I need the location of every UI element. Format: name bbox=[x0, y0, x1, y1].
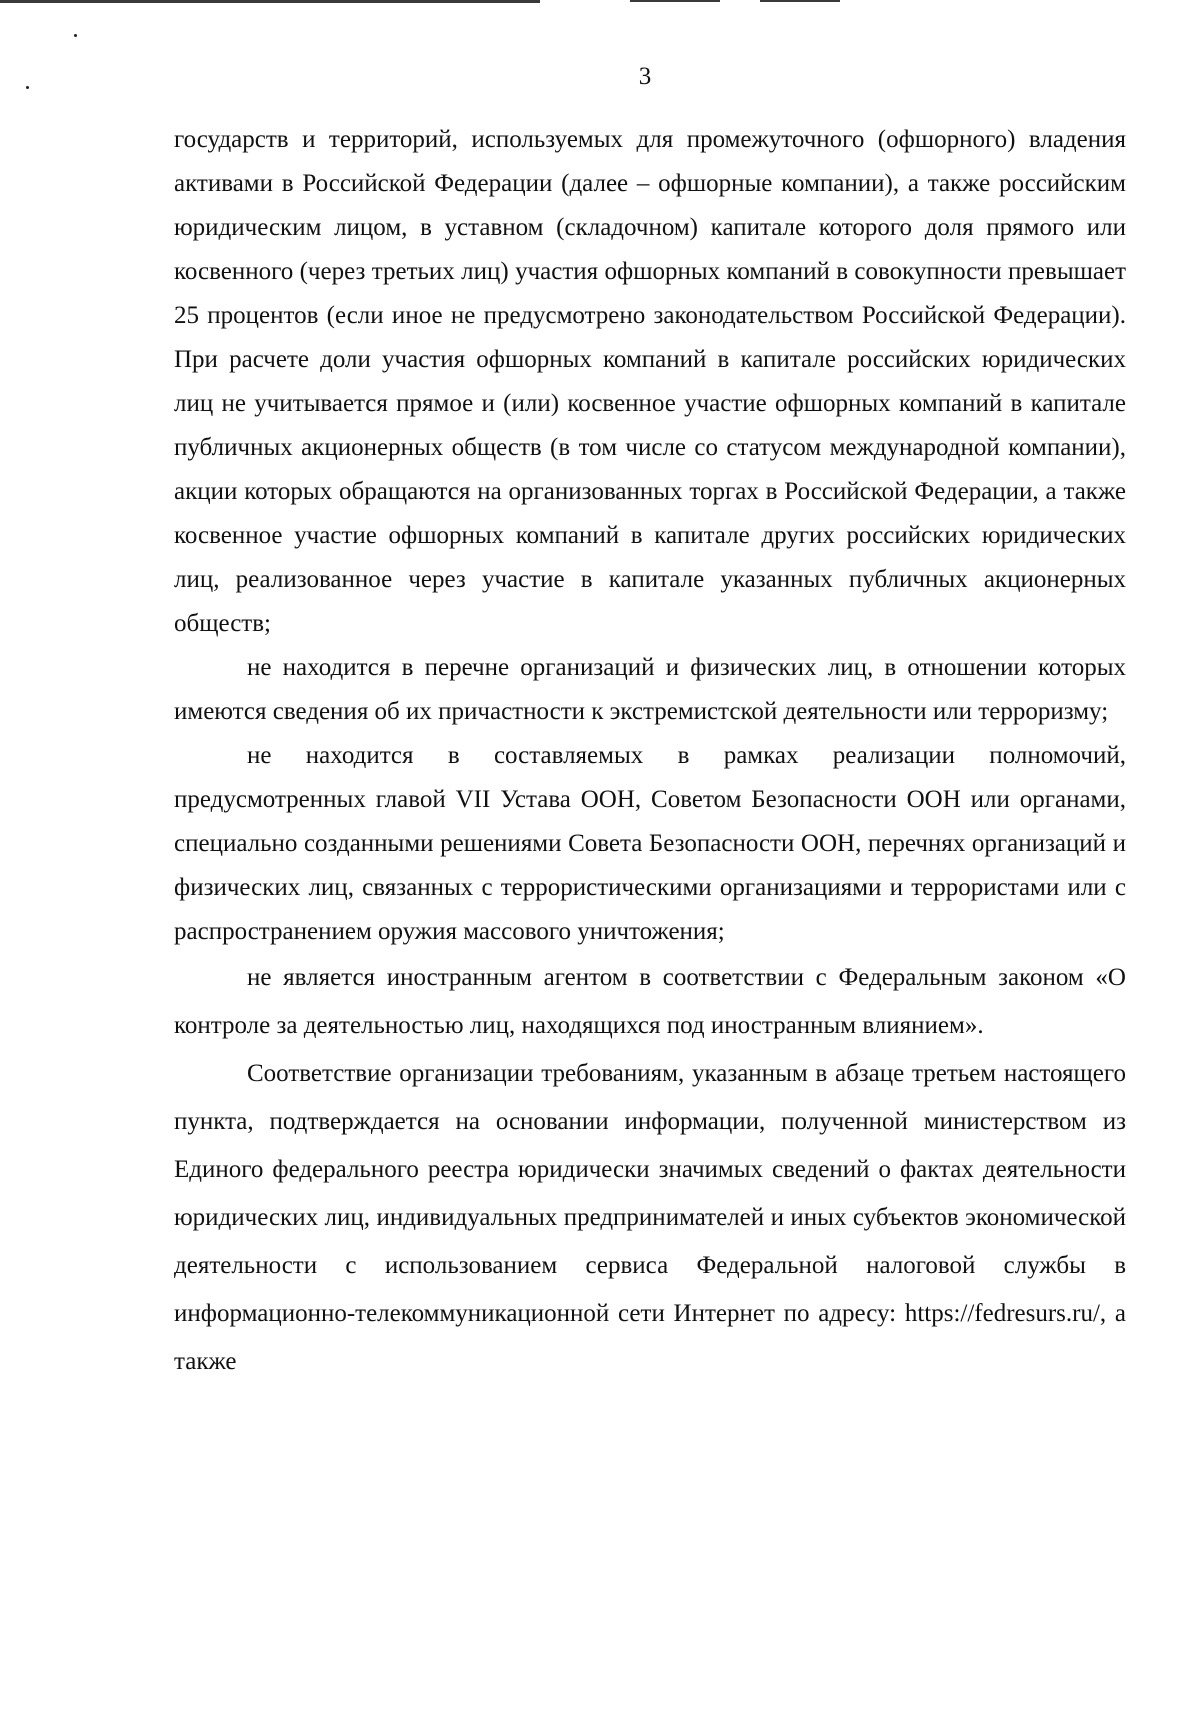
paragraph-un-sanctions-list: не находится в составляемых в рамках реализации полномочий, предусмотренных главой VII Устава ООН, Советом Безопасности ООН или органами, специально созданными решениями Совета Безопасности ООН, перечнях организаций и физических лиц, связанных с террористическими организациями и террористами или с распространением оружия массового уничтожения; bbox=[174, 742, 1126, 945]
paragraph-offshore-companies: государств и территорий, используемых для промежуточного (офшорного) владения активами в Российской Федерации (далее – офшорные компании), а также российским юридическим лицом, в уставном (складочном) капитале которого доля прямого или косвенного (через третьих лиц) участия офшорных компаний в совокупности превышает 25 процентов (если иное не предусмотрено законодательством Российской Федерации). При расчете доли участия офшорных компаний в капитале российских юридических лиц не учитывается прямое и (или) косвенное участие офшорных компаний в капитале публичных акционерных обществ (в том числе со статусом международной компании), акции которых обращаются на организованных торгах в Российской Федерации, а также косвенное участие офшорных компаний в капитале других российских юридических лиц, реализованное через участие в капитале указанных публичных акционерных обществ; bbox=[174, 126, 1126, 637]
document-body bbox=[174, 118, 1126, 1386]
paragraph-extremism-list: не находится в перечне организаций и физических лиц, в отношении которых имеются сведения об их причастности к экстремистской деятельности или терроризму; bbox=[174, 654, 1126, 725]
paragraph-foreign-agent: не является иностранным агентом в соответствии с Федеральным законом «О контроле за деятельностью лиц, находящихся под иностранным влиянием». bbox=[174, 964, 1126, 1039]
scan-speck bbox=[74, 34, 77, 37]
paragraph-compliance-verification: Соответствие организации требованиям, указанным в абзаце третьем настоящего пункта, подтверждается на основании информации, полученной министерством из Единого федерального реестра юридически значимых сведений о фактах деятельности юридических лиц, индивидуальных предпринимателей и иных субъектов экономической деятельности с использованием сервиса Федеральной налоговой службы в информационно-телекоммуникационной сети Интернет по адресу: https://fedresurs.ru/, а также bbox=[174, 1060, 1126, 1375]
scan-top-edge bbox=[0, 0, 1200, 4]
page-number: 3 bbox=[638, 63, 652, 90]
